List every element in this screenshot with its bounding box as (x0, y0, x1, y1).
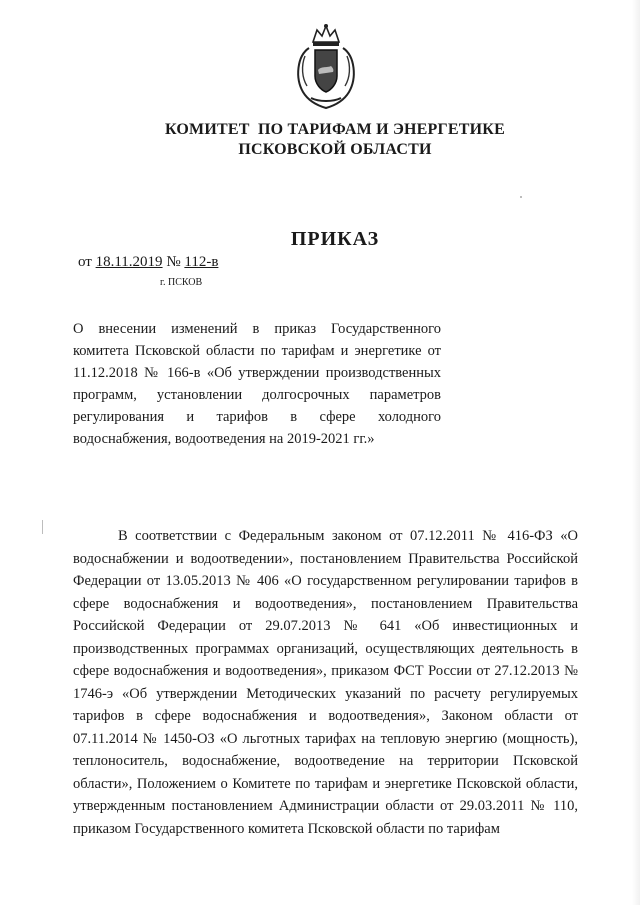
order-body-text: В соответствии с Федеральным законом от 07.12.2011 № 416-ФЗ «О водоснабжении и водоотведении», постановлением Правительства Российской Федерации от 13.05.2013 № 406 «О государственном регулировании тарифов в сфере водоснабжения и водоотведения», постановлением Правительства Российской Федерации от 29.07.2013 № 641 «Об инвестиционных и производственных программах организаций, осуществляющих деятельность в сфере водоснабжения и водоотведения», приказом ФСТ России от 27.12.2013 № 1746-э «Об утверждении Методических указаний по расчету регулируемых тарифов в сфере водоснабжения и водоотведения», Законом области от 07.11.2014 № 1450-ОЗ «О льготных тарифах на тепловую энергию (мощность), теплоноситель, водоснабжение, водоотведение на территории Псковской области», Положением о Комитете по тарифам и энергетике Псковской области, утвержденным постановлением Администрации области от 29.03.2011 № 110, приказом Государственного комитета Псковской области по тарифам (73, 528, 578, 837)
document-type-title: ПРИКАЗ (290, 228, 380, 250)
coat-of-arms-emblem (291, 22, 361, 110)
order-date: 18.11.2019 (95, 254, 163, 270)
order-subject (73, 318, 441, 450)
order-date-number (78, 254, 218, 271)
organization-name-line-1: КОМИТЕТ ПО ТАРИФАМ И ЭНЕРГЕТИКЕ (165, 121, 505, 138)
order-number-sign: № (166, 254, 181, 270)
scan-artifact (42, 520, 43, 534)
order-subject-text: О внесении изменений в приказ Государственного комитета Псковской области по тарифам и энергетике от 11.12.2018 № 166-в «Об утверждении производственных программ, установлении долгосрочных параметров регулирования и тарифов в сфере холодного водоснабжения, водоотведения на 2019-2021 гг.» (73, 321, 441, 447)
order-number: 112-в (184, 254, 219, 270)
order-city: г. ПСКОВ (160, 277, 203, 288)
scan-edge-shadow (632, 0, 640, 905)
order-date-prefix: от (78, 254, 92, 270)
organization-name-line-2: ПСКОВСКОЙ ОБЛАСТИ (238, 141, 432, 158)
organization-name (150, 120, 520, 160)
scan-artifact (520, 196, 522, 198)
order-body (73, 525, 578, 840)
